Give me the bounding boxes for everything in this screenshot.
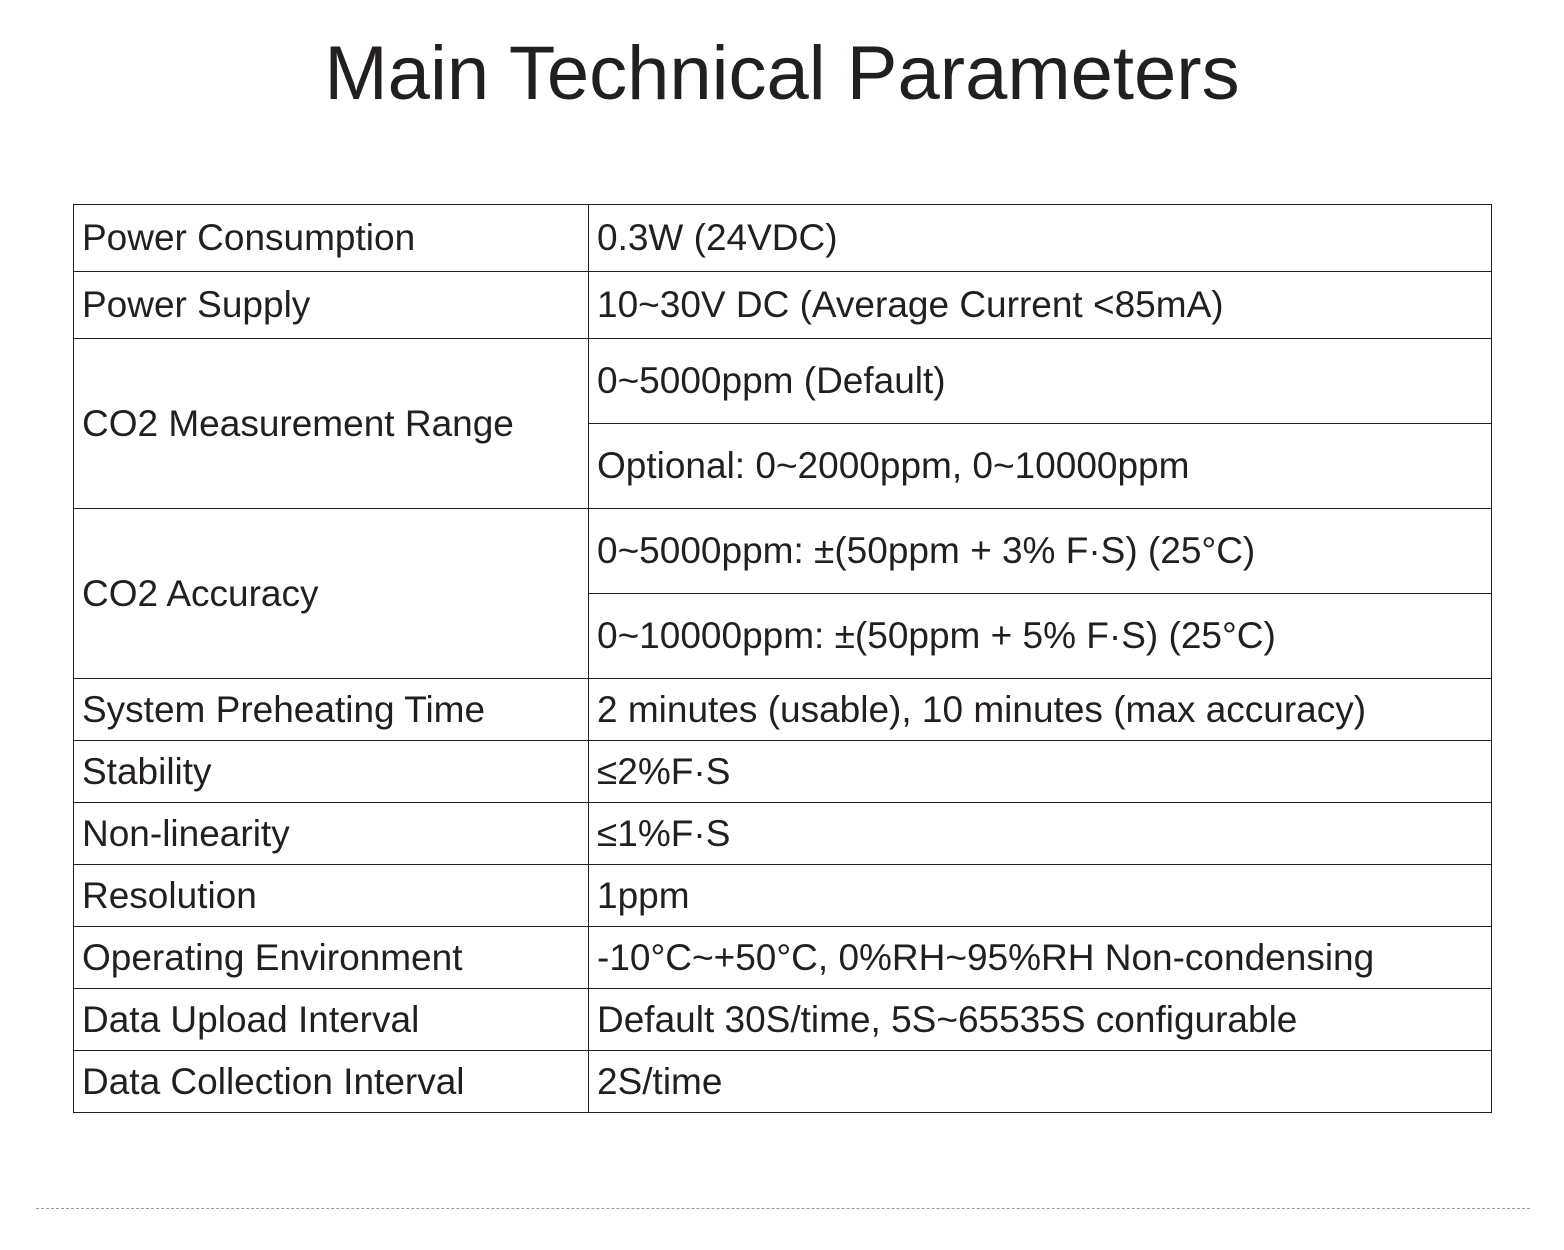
table-row-collection-interval bbox=[74, 1051, 1492, 1113]
param-value: 0~5000ppm: ±(50ppm + 3% F·S) (25°C) bbox=[589, 509, 1492, 594]
param-value: Optional: 0~2000ppm, 0~10000ppm bbox=[589, 424, 1492, 509]
parameters-table bbox=[73, 204, 1492, 1113]
param-label: Power Consumption bbox=[74, 205, 589, 272]
table-row-power-supply bbox=[74, 272, 1492, 339]
param-value: 0~5000ppm (Default) bbox=[589, 339, 1492, 424]
table-row-preheating bbox=[74, 679, 1492, 741]
param-label: CO2 Measurement Range bbox=[74, 339, 589, 509]
param-label: Operating Environment bbox=[74, 927, 589, 989]
param-label: Resolution bbox=[74, 865, 589, 927]
param-value: 0~10000ppm: ±(50ppm + 5% F·S) (25°C) bbox=[589, 594, 1492, 679]
dashed-divider bbox=[36, 1208, 1530, 1209]
param-label: Data Upload Interval bbox=[74, 989, 589, 1051]
param-value: ≤2%F·S bbox=[589, 741, 1492, 803]
param-value: 0.3W (24VDC) bbox=[589, 205, 1492, 272]
param-value: 2 minutes (usable), 10 minutes (max accuracy) bbox=[589, 679, 1492, 741]
param-value: 1ppm bbox=[589, 865, 1492, 927]
param-value: ≤1%F·S bbox=[589, 803, 1492, 865]
table-row-non-linearity bbox=[74, 803, 1492, 865]
table-row-stability bbox=[74, 741, 1492, 803]
table-row-operating-environment bbox=[74, 927, 1492, 989]
table-row-resolution bbox=[74, 865, 1492, 927]
param-label: CO2 Accuracy bbox=[74, 509, 589, 679]
param-value: 2S/time bbox=[589, 1051, 1492, 1113]
param-label: Power Supply bbox=[74, 272, 589, 339]
table-row-co2-accuracy bbox=[74, 509, 1492, 594]
param-label: System Preheating Time bbox=[74, 679, 589, 741]
param-value: 10~30V DC (Average Current <85mA) bbox=[589, 272, 1492, 339]
param-label: Non-linearity bbox=[74, 803, 589, 865]
table-row-upload-interval bbox=[74, 989, 1492, 1051]
param-value: -10°C~+50°C, 0%RH~95%RH Non-condensing bbox=[589, 927, 1492, 989]
table-row-co2-range bbox=[74, 339, 1492, 424]
table-row-power-consumption bbox=[74, 205, 1492, 272]
param-value: Default 30S/time, 5S~65535S configurable bbox=[589, 989, 1492, 1051]
param-label: Stability bbox=[74, 741, 589, 803]
page-title: Main Technical Parameters bbox=[324, 31, 1240, 116]
param-label: Data Collection Interval bbox=[74, 1051, 589, 1113]
